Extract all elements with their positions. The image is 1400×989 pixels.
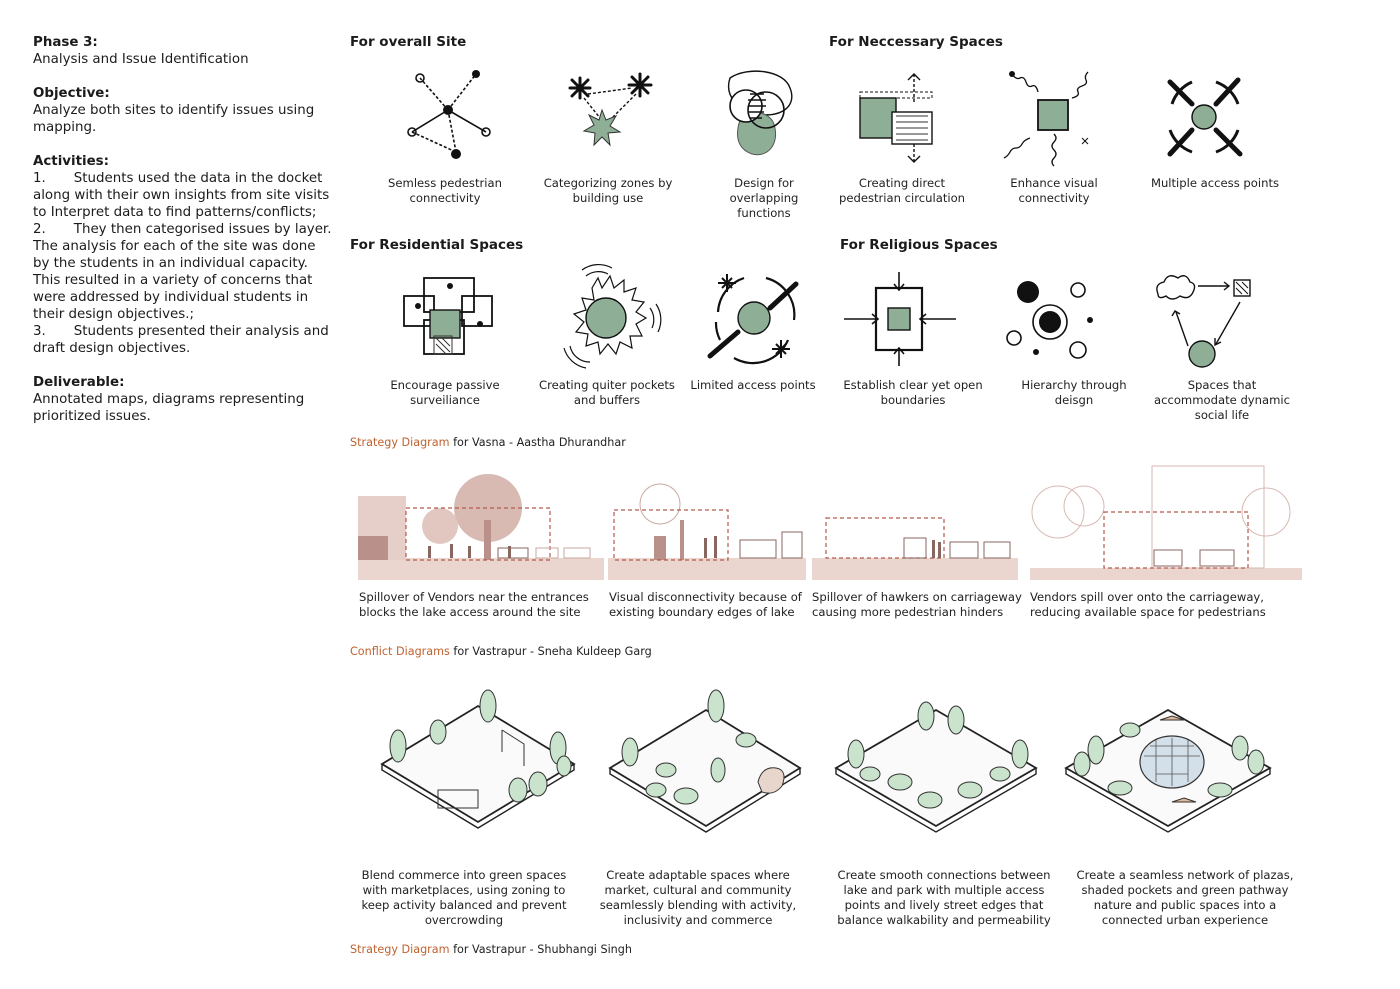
- caption-r1-6: Multiple access points: [1150, 176, 1280, 190]
- conflict-caption-3: Spillover of hawkers on carriageway causing more pedestrian hinders: [812, 590, 1022, 619]
- surveillance-icon: [400, 272, 496, 368]
- caption-r1-3: Design for overlapping functions: [729, 176, 799, 220]
- conflict-section-3: [812, 496, 1018, 582]
- credit-vasna-rest: for Vasna - Aastha Dhurandhar: [449, 436, 626, 449]
- strategy-caption-3: Create smooth connections between lake and park with multiple access points and lively street edges that balance walkability and permeability: [837, 868, 1051, 927]
- section-necessary-spaces: For Neccessary Spaces: [829, 34, 1003, 50]
- strategy-caption-1: Blend commerce into green spaces with marketplaces, using zoning to keep activity balanced and prevent overcrowding: [361, 868, 567, 927]
- activity-3-number: 3.: [33, 324, 46, 339]
- section-residential-spaces: For Residential Spaces: [350, 237, 524, 253]
- overlap-icon: [718, 68, 802, 158]
- conflict-caption-1: Spillover of Vendors near the entrances blocks the lake access around the site: [359, 590, 589, 619]
- pedestrian-connectivity-icon: [398, 62, 494, 162]
- conflict-caption-4: Vendors spill over onto the carriageway, reducing available space for pedestrians: [1030, 590, 1266, 619]
- circulation-icon: [852, 72, 944, 164]
- caption-r1-2: Categorizing zones by building use: [543, 176, 673, 205]
- caption-r2-4: Establish clear yet open boundaries: [843, 378, 983, 407]
- strategy-caption-2: Create adaptable spaces where market, cultural and community seamlessly blending with activity, inclusivity and commerce: [599, 868, 797, 927]
- deliverable-heading: Deliverable:: [33, 375, 125, 390]
- strategy-axo-2: [606, 690, 804, 842]
- activity-2-text: They then categorised issues by layer. The analysis for each of the site was done by the students in an individual capacity. This resulted in a variety of concerns that were addressed by individual students in their design objectives.;: [33, 222, 332, 322]
- social-life-icon: [1152, 270, 1252, 368]
- credit-vasna-accent: Strategy Diagram: [350, 436, 450, 449]
- objective-text: Analyze both sites to identify issues using mapping.: [33, 103, 315, 135]
- credit-vastrapur-strategy: [350, 943, 632, 956]
- objective-heading: Objective:: [33, 86, 110, 101]
- activity-2-number: 2.: [33, 222, 46, 237]
- caption-r2-3: Limited access points: [690, 378, 816, 392]
- caption-r2-6: Spaces that accommodate dynamic social life: [1153, 378, 1291, 422]
- credit-conflict-rest: for Vastrapur - Sneha Kuldeep Garg: [449, 645, 652, 658]
- section-overall-site: For overall Site: [350, 34, 467, 50]
- strategy-axo-4: [1060, 690, 1274, 842]
- conflict-section-4: [1030, 462, 1302, 582]
- boundaries-icon: [842, 272, 958, 366]
- activity-1-text: Students used the data in the docket along with their own insights from site visits to Interpret data to find patterns/conflicts;: [33, 171, 330, 220]
- limited-access-icon: [704, 270, 804, 364]
- caption-r1-1: Semless pedestrian connectivity: [388, 176, 502, 205]
- multiple-access-icon: [1162, 74, 1246, 160]
- caption-r1-4: Creating direct pedestrian circulation: [838, 176, 966, 205]
- left-column: [33, 34, 335, 425]
- phase-title: Analysis and Issue Identification: [33, 52, 249, 67]
- strategy-axo-1: [378, 686, 578, 842]
- caption-r2-2: Creating quiter pockets and buffers: [539, 378, 675, 407]
- conflict-section-1: [358, 460, 604, 582]
- phase-label: Phase 3:: [33, 35, 98, 50]
- strategy-axo-3: [830, 690, 1040, 842]
- activities-heading: Activities:: [33, 154, 110, 169]
- credit-vastrapur-conflict: [350, 645, 652, 658]
- credit-vasna: [350, 436, 626, 449]
- strategy-caption-4: Create a seamless network of plazas, shaded pockets and green pathway nature and public spaces into a connected urban experience: [1076, 868, 1294, 927]
- caption-r1-5: Enhance visual connectivity: [1010, 176, 1098, 205]
- activity-2: [33, 221, 335, 323]
- activity-1-number: 1.: [33, 171, 46, 186]
- credit-strategy-accent: Strategy Diagram: [350, 943, 450, 956]
- credit-conflict-accent: Conflict Diagrams: [350, 645, 450, 658]
- section-religious-spaces: For Religious Spaces: [840, 237, 998, 253]
- caption-r2-1: Encourage passive surveiliance: [390, 378, 500, 407]
- activity-3: [33, 323, 335, 357]
- visual-connectivity-icon: [998, 66, 1102, 166]
- conflict-section-2: [608, 476, 806, 582]
- zones-icon: [566, 70, 662, 160]
- credit-strategy-rest: for Vastrapur - Shubhangi Singh: [449, 943, 632, 956]
- activity-3-text: Students presented their analysis and draft design objectives.: [33, 324, 329, 356]
- deliverable-text: Annotated maps, diagrams representing prioritized issues.: [33, 392, 305, 424]
- caption-r2-5: Hierarchy through deisgn: [1021, 378, 1127, 407]
- quiet-pockets-icon: [562, 268, 662, 368]
- activity-1: [33, 170, 335, 221]
- conflict-caption-2: Visual disconnectivity because of existing boundary edges of lake: [609, 590, 802, 619]
- hierarchy-icon: [1004, 276, 1096, 364]
